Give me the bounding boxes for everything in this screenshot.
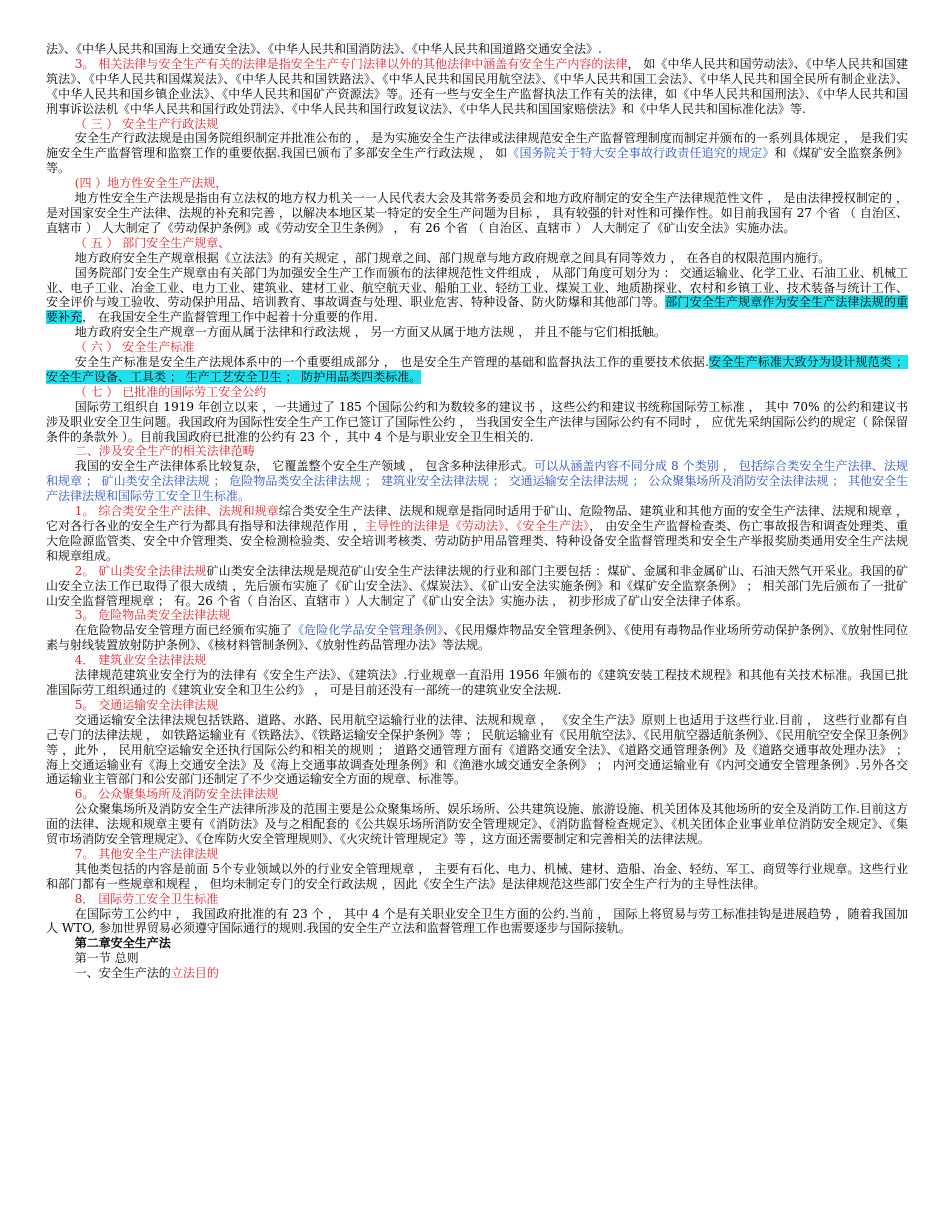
section-heading: (四 ）地方性安全生产法规，	[74, 176, 228, 191]
section-title: 第一节 总则	[74, 951, 139, 966]
body-text: 和《煤矿安全监察条例》等。	[46, 146, 908, 176]
paragraph: 在国际劳工公约中 ， 我国政府批准的有 23 个 ， 其中 4 个是有关职业安全卫生方面的公约.当前 ， 国际上将贸易与劳工标准挂钩是进展趋势 ，随着我国加人 WTO, 参加世界贸易必须遵守国际通行的规则.我国的安全生产立法和监督管理工作也需要逐步与国际接轨。	[46, 906, 908, 936]
body-text: 安全生产行政法规是由国务院组织制定并批准公布的 ， 是为实施安全生产法律或法律规范安全生产监督管理制度而制定并颁布的一系列具体规定 ， 是我们实施安全生产监督管理和监察工作的重要依据.我国已颁布了多部安全生产行政法规 ， 如	[46, 131, 908, 161]
section-heading: （ 五 ） 部门安全生产规章、	[74, 235, 231, 250]
red-text: 1。 综合类安全生产法律、法规和规章	[74, 504, 279, 519]
paragraph: 国际劳工组织自 1919 年创立以来 ，一共通过了 185 个国际公约和为数较多的建议书 ，这些公约和建议书统称国际劳工标准 ， 其中 70% 的公约和建议书涉及职业安全卫生问题。我国政府为国际性安全生产工作已签订了国际性公约 ， 当我国安全生产法律与国际公约有不同时 ， 应优先采纳国际公约的规定（ 除保留条件的条款外 ）。目前我国政府已批准的公约有 23 个 ，其中 4 个是与职业安全卫生相关的.	[46, 399, 908, 444]
red-text: 3。 相关法律与安全生产有关的法律是指安全生产专门法律以外的其他法律中涵盖有安全生产内容的法律	[74, 56, 628, 71]
document-body	[46, 42, 908, 981]
chapter-title: 第二章安全生产法	[74, 936, 171, 951]
section-heading: 8． 国际劳工安全卫生标准	[74, 891, 219, 906]
section-heading: （ 六 ） 安全生产标准	[74, 340, 195, 355]
highlighted-text: 部门安全生产规章作为安全生产法律法规的重要补充	[46, 295, 908, 325]
section-heading: （ 三 ） 安全生产行政法规	[74, 116, 219, 131]
paragraph	[46, 564, 908, 609]
body-text: 矿山类安全法律法规是规范矿山安全生产法律法规的行业和部门主要包括 ：煤矿、金属和非金属矿山、石油天然气开采业。我国的矿山安全立法工作已取得了很大成绩 ，先后颁布实施了《矿山安全法》、《煤炭法》、《矿山安全法实施条例》和《煤矿安全监察条例》 ； 相关部门先后颁布了一批矿山安全监督管理规章 ； 有。26 个省（ 自治区、直辖市 ）人大制定了《矿山安全法》实施办法 ， 初步形成了矿山安全法律子体系。	[46, 563, 908, 608]
paragraph	[46, 266, 908, 326]
body-text: ， 如《中华人民共和国劳动法》、《中华人民共和国建筑法》、《中华人民共和国煤炭法》、《中华人民共和国铁路法》、《中华人民共和国民用航空法》、《中华人民共和国工会法》、《中华人民共和国全民所有制企业法》、《中华人民共和国乡镇企业法》、《中华人民共和国矿产资源法》等。还有一些与安全生产监督执法工作有关的法律，如《中华人民共和国刑法》、《中华人民共和国刑事诉讼法机《中华人民共和国行政处罚法》、《中华人民共和国行政复议法》、《中华人民共和国国家赔偿法》和《中华人民共和国标准化法》等.	[46, 56, 908, 116]
paragraph: 法律规范建筑业安全行为的法律有《安全生产法》、《建筑法》.行业规章一直沿用 1956 年颁布的《建筑安装工程技术规程》和其他有关技术标准。我国已批准国际劳工组织通过的《建筑业安全和卫生公约》 ， 可是目前还没有一部统一的建筑业安全法规.	[46, 668, 908, 697]
red-text: 主导性的法律是《劳动法》、《安全生产法》	[364, 519, 590, 533]
paragraph: 地方政府安全生产规章一方面从属于法律和行政法规 ， 另一方面又从属于地方法规 ， 并且不能与它们相抵触。	[74, 325, 667, 340]
paragraph: 交通运输安全法律法规包括铁路、道路、水路、民用航空运输行业的法律、法规和规章 ， 《安全生产法》原则上也适用于这些行业.目前 ， 这些行业都有自己专门的法律法规 ， 如铁路运输业有《铁路法》、《铁路运输安全保护条例》等 ； 民航运输业有《民用航空法》、《民用航空器适航条例》、《民用航空安全保卫条例》等 ，此外 ， 民用航空运输安全还执行国际公约和相关的规则 ； 道路交通管理方面有《道路交通安全法》、《道路交通管理条例》及《道路交通事故处理办法》 ； 海上交通运输业有《海上交通安全法》及《海上交通事故调查处理条例》和《渔港水域交通安全条例》 ； 内河交通运输业有《内河交通安全管理条例》.另外各交通运输业主管部门和公安部门还制定了不少交通运输安全方面的规章、标准等。	[46, 712, 908, 787]
section-heading: 7。 其他安全生产法律法规	[74, 846, 219, 861]
paragraph: 地方政府安全生产规章根据《立法法》的有关规定 ，部门规章之间、部门规章与地方政府规章之间具有同等效力 ， 在各自的权限范围内施行。	[74, 250, 831, 265]
section-heading: （ 七 ） 已批准的国际劳工安全公约	[74, 384, 267, 399]
paragraph: 法》、《中华人民共和国海上交通安全法》、《中华人民共和国消防法》、《中华人民共和国道路交通安全法》.	[46, 42, 602, 56]
subsection-title	[46, 966, 908, 981]
body-text: ， 在我国安全生产监督管理工作中起着十分重要的作用.	[82, 310, 378, 325]
paragraph	[46, 57, 908, 117]
body-text: ， 由安全生产监督检查类、伤亡事故报告和调查处理类、重大危险源监管类、安全中介管理类、安全检测检验类、安全培训考核类、劳动防护用品管理类、特种设备安全监督管理类和安全生产举报奖励类通用安全生产法规和规章组成。	[46, 519, 908, 563]
section-heading: 6。 公众聚集场所及消防安全法律法规	[74, 787, 279, 802]
paragraph	[46, 504, 908, 564]
red-text: 立法目的	[170, 966, 219, 981]
section-heading: 4． 建筑业安全法律法规	[74, 653, 207, 668]
body-text: 我国的安全生产法律体系比较复杂， 它覆盖整个安全生产领域 ， 包含多种法律形式。	[74, 459, 535, 474]
blue-text: 《危险化学品安全管理条例》	[292, 623, 444, 638]
section-heading: 二、涉及安全生产的相关法律范畴	[74, 444, 255, 459]
red-text: 2。 矿山类安全法律法规	[74, 563, 207, 578]
paragraph	[46, 623, 908, 653]
body-text: 安全生产标准是安全生产法规体系中的一个重要组成部分 ， 也是安全生产管理的基础和监督执法工作的重要技术依据.	[74, 355, 709, 370]
paragraph	[46, 459, 908, 504]
body-text: 、《民用爆炸物品安全管理条例》、《使用有毒物品作业场所劳动保护条例》、《放射性同位素与射线装置放射防护条例》、《核材料管制条例》、《放射性药品管理办法》等法规。	[46, 623, 908, 653]
highlighted-text: 安全生产标准大致分为设计规范类 ； 安全生产设备、工具类 ； 生产工艺安全卫生 ； 防护用品类四类标准。	[46, 355, 908, 384]
blue-text: 可以从涵盖内容不同分成 8 个类别 ， 包括综合类安全生产法律、法规和规章 ； 矿山类安全法律法规 ； 危险物品类安全法律法规 ； 建筑业安全法律法规 ； 交通运输安全法律法规 ； 公众聚集场所及消防安全法律法规 ； 其他安全生产法律法规和国际劳工安全卫生标准。	[46, 459, 908, 504]
section-heading: 3。 危险物品类安全法律法规	[74, 608, 231, 623]
body-text: 国务院部门安全生产规章由有关部门为加强安全生产工作而颁布的法律规范性文件组成 ， 从部门角度可划分为 ： 交通运输业、化学工业、石油工业、机械工业、电子工业、冶金工业、电力工业、建筑业、建材工业、航空航天业、船舶工业、轻纺工业、煤炭工业、地质勘探业、农村和乡镇工业、技术装备与统计工作、安全评价与竣工验收、劳动保护用品、培训教育、事故调查与处理、职业危害、特种设备、防火防爆和其他部门等。	[46, 265, 908, 310]
paragraph: 地方性安全生产法规是指由有立法权的地方权力机关一一人民代表大会及其常务委员会和地方政府制定的安全生产法律规范性文件 ， 是由法律授权制定的 ， 是对国家安全生产法律、法规的补充和完善 ，以解决本地区某一特定的安全生产问题为目标 ， 具有较强的针对性和可操作性。如目前我国有 27 个省 （ 自治区、直辖市 ） 人大制定了《劳动保护条例》或《劳动安全卫生条例》 ， 有 26 个省 （ 自治区、直辖市 ） 人大制定了《矿山安全法》实施办法。	[46, 191, 908, 235]
blue-text: 《国务院关于特大安全事故行政责任追究的规定》	[507, 146, 775, 161]
body-text: 综合类安全生产法律、法规和规章是指同时适用于矿山、危险物品、建筑业和其他方面的安全生产法律、法规和规章 ， 它对各行各业的安全生产行为都具有指导和法律规范作用 ，	[46, 504, 908, 533]
paragraph: 公众聚集场所及消防安全生产法律所涉及的范围主要是公众聚集场所、娱乐场所、公共建筑设施、旅游设施、机关团体及其他场所的安全及消防工作.目前这方面的法律、法规和规章主要有《消防法》及与之相配套的《公共娱乐场所消防安全管理规定》、《消防监督检查规定》、《机关团体企业事业单位消防安全规定》、《集贸市场消防安全管理规定》、《仓库防火安全管理规则》、《火灾统计管理规定》等 ，这方面还需要制定和完善相关的法律法规。	[46, 802, 908, 847]
paragraph	[46, 131, 908, 176]
paragraph	[46, 355, 908, 385]
body-text: 一、安全生产法的	[74, 966, 171, 981]
paragraph: 其他类包括的内容是前面 5个专业领域以外的行业安全管理规章 ， 主要有石化、电力、机械、建材、造船、冶金、轻纺、军工、商贸等行业规章。这些行业和部门都有一些规章和规程 ， 但均未制定专门的安全行政法规 ，因此《安全生产法》是法律规范这些部门安全生产行为的主导性法律。	[46, 861, 908, 891]
section-heading: 5。 交通运输安全法律法规	[74, 697, 219, 712]
body-text: 在危险物品安全管理方面已经颁布实施了	[74, 623, 293, 638]
